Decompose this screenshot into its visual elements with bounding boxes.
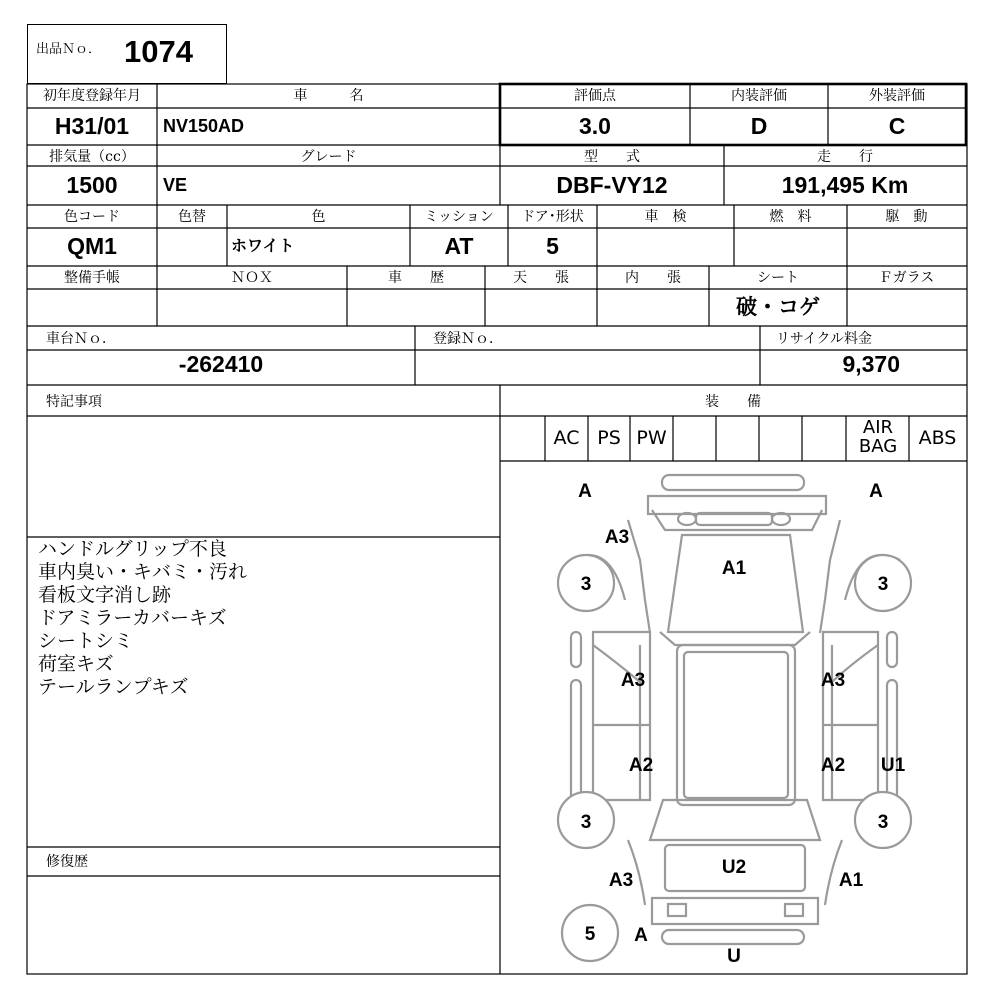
mark-rear-quarter-right: A1 — [838, 870, 864, 891]
lot-number: 1074 — [124, 34, 193, 69]
label-exterior: 外装評価 — [869, 88, 925, 104]
grade-value: VE — [163, 175, 188, 195]
label-first-registration: 初年度登録年月 — [43, 88, 141, 104]
lot-number-label: 出品Ｎｏ． — [36, 42, 102, 57]
label-special-notes: 特記事項 — [46, 394, 102, 410]
note-item: 車内臭い・キバミ・汚れ — [38, 561, 248, 583]
note-item: 看板文字消し跡 — [38, 584, 172, 606]
recycle-fee-value: 9,370 — [842, 351, 900, 377]
equipment-airbag: AIR BAG — [858, 417, 898, 457]
label-inspection: 車 検 — [644, 209, 687, 225]
mark-windshield-edge: A3 — [604, 527, 630, 548]
note-item: テールランプキズ — [38, 676, 189, 698]
mileage-value: 191,495 Km — [781, 172, 909, 198]
equipment-abs: ABS — [918, 427, 957, 449]
label-interior: 内装評価 — [731, 88, 787, 104]
label-history: 車 歴 — [388, 270, 444, 286]
label-color-code: 色コード — [64, 209, 120, 225]
mark-tire-rr: 3 — [877, 812, 889, 833]
mark-tailgate: U2 — [721, 857, 747, 878]
mark-front-door-right: A3 — [820, 670, 846, 691]
mark-spare: 5 — [584, 924, 596, 945]
mark-tire-fr: 3 — [877, 574, 889, 595]
label-mileage: 走 行 — [817, 149, 873, 165]
label-mission: ミッション — [424, 209, 494, 225]
mark-rear-bumper-left: A — [634, 925, 648, 946]
note-item: 荷室キズ — [38, 653, 114, 675]
label-seat: シート — [757, 270, 799, 286]
label-registration-no: 登録Ｎｏ． — [433, 331, 503, 347]
label-score: 評価点 — [574, 88, 616, 104]
mark-tire-fl: 3 — [580, 574, 592, 595]
label-service-book: 整備手帳 — [64, 270, 120, 286]
label-equipment: 装 備 — [705, 394, 761, 410]
label-chassis-no: 車台Ｎｏ． — [46, 331, 116, 347]
mark-front-door-left: A3 — [620, 670, 646, 691]
color-code-value: QM1 — [67, 233, 117, 259]
label-grade: グレード — [300, 149, 357, 165]
interior-value: D — [750, 113, 768, 139]
doors-value: 5 — [546, 233, 559, 259]
mark-rear-bumper: U — [727, 946, 741, 967]
label-model: 型 式 — [584, 149, 640, 165]
score-value: 3.0 — [579, 113, 611, 139]
mark-rear-door-right: A2 — [820, 755, 846, 776]
equipment-ps: PS — [597, 427, 621, 449]
chassis-no-value: -262410 — [178, 351, 264, 377]
label-f-glass: Ｆガラス — [878, 270, 935, 286]
mark-rear-door-left: A2 — [628, 755, 654, 776]
label-nox: ＮＯＸ — [231, 270, 273, 286]
label-recycle-fee: リサイクル料金 — [776, 331, 873, 347]
label-doors: ドア･形状 — [521, 209, 584, 225]
label-fuel: 燃 料 — [769, 209, 812, 225]
note-item: ドアミラーカバーキズ — [38, 607, 227, 629]
mark-roof: A1 — [721, 558, 747, 579]
label-drive: 駆 動 — [885, 209, 928, 225]
exterior-value: C — [888, 113, 906, 139]
mark-front-left: A — [578, 481, 592, 502]
label-roof-lining: 天 張 — [513, 270, 569, 286]
seat-value: 破・コゲ — [736, 295, 820, 319]
equipment-ac: AC — [553, 427, 580, 449]
model-value: DBF-VY12 — [556, 172, 668, 198]
mark-rear-quarter-left: A3 — [608, 870, 634, 891]
label-color-change: 色替 — [178, 209, 206, 225]
note-item: ハンドルグリップ不良 — [38, 538, 227, 560]
note-item: シートシミ — [38, 630, 134, 652]
label-displacement: 排気量（cc） — [49, 149, 135, 165]
displacement-value: 1500 — [66, 172, 118, 198]
label-inner-lining: 内 張 — [625, 270, 681, 286]
mission-value: AT — [444, 233, 474, 259]
equipment-pw: PW — [636, 427, 667, 449]
mark-tire-rl: 3 — [580, 812, 592, 833]
mark-side-right: U1 — [880, 755, 906, 776]
mark-front-right: A — [869, 481, 883, 502]
label-repair-history: 修復歴 — [46, 854, 88, 870]
car-name-value: NV150AD — [163, 116, 245, 136]
label-color: 色 — [311, 209, 326, 225]
label-car-name: 車 名 — [293, 88, 364, 104]
first-registration-value: H31/01 — [54, 113, 130, 139]
color-value: ホワイト — [231, 236, 295, 255]
